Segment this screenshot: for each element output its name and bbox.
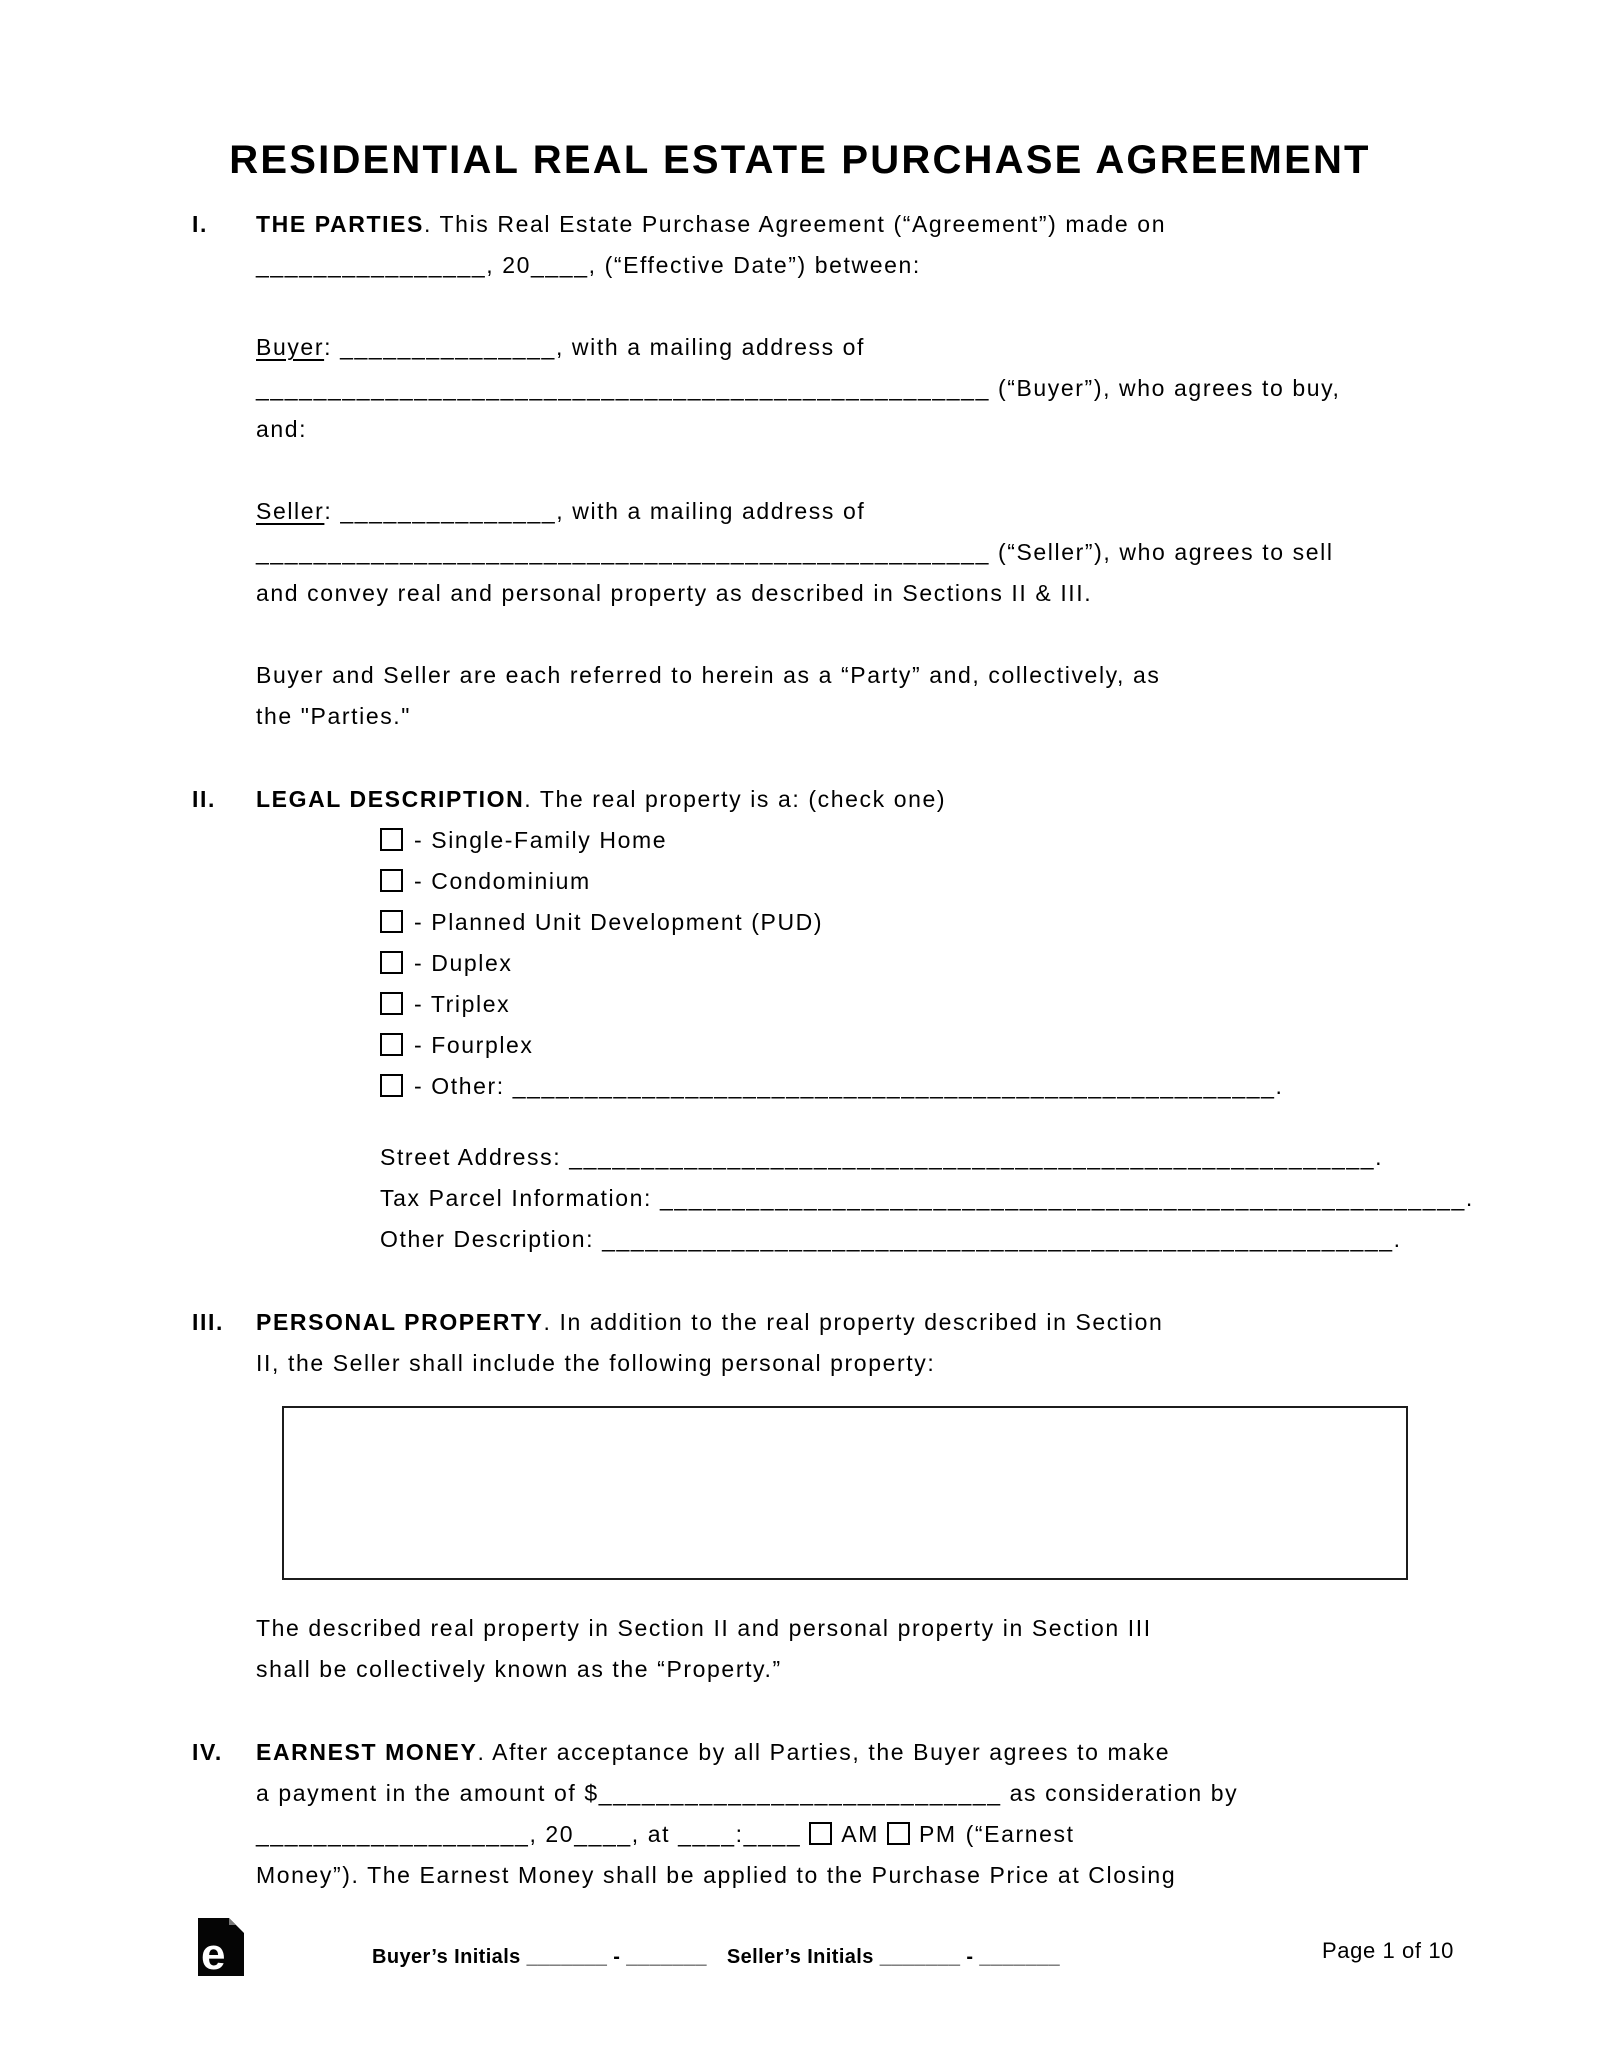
section-2-intro-line — [256, 779, 1412, 820]
section-1-intro-text: . This Real Estate Purchase Agreement (“Agreement”) made on — [423, 211, 1167, 237]
street-address-line: Street Address: ________________________________________________________. — [380, 1144, 1384, 1170]
triplex-checkbox[interactable] — [380, 992, 403, 1015]
single-family-home-label: - Single-Family Home — [414, 827, 668, 853]
seller-address-blank-line: ___________________________________________________ (“Seller”), who agrees to sell — [256, 539, 1334, 565]
buyer-line-1 — [256, 327, 1412, 368]
spacer — [256, 614, 1412, 655]
am-checkbox[interactable] — [809, 1822, 832, 1845]
section-3-body — [256, 1302, 1412, 1690]
other-description-line: Other Description: _______________________________________________________. — [380, 1226, 1402, 1252]
section-2-intro-text: . The real property is a: (check one) — [524, 786, 947, 812]
section-3-intro-text: . In addition to the real property described in Section — [543, 1309, 1164, 1335]
tax-parcel-line: Tax Parcel Information: ________________________________________________________. — [380, 1185, 1474, 1211]
logo-fold-corner — [229, 1918, 244, 1933]
earnest-date-blanks: ___________________, 20____, at ____:____ — [256, 1821, 802, 1847]
other-checkbox[interactable] — [380, 1074, 403, 1097]
checkbox-row-single-family-home — [380, 820, 1412, 861]
earnest-amount-line: a payment in the amount of $____________________________ as consideration by — [256, 1780, 1239, 1806]
property-definition-line-2: shall be collectively known as the “Property.” — [256, 1656, 782, 1682]
section-3-intro-line-2: II, the Seller shall include the following personal property: — [256, 1350, 936, 1376]
page-number: Page 1 of 10 — [1322, 1938, 1454, 1963]
property-definition-line-1: The described real property in Section II and personal property in Section III — [256, 1615, 1152, 1641]
checkbox-row-other — [380, 1066, 1412, 1107]
checkbox-row-duplex — [380, 943, 1412, 984]
logo-letter: e — [201, 1930, 226, 1979]
seller-name-blank: : _______________, with a mailing address of — [324, 498, 866, 524]
parties-line-1: Buyer and Seller are each referred to herein as a “Party” and, collectively, as — [256, 662, 1161, 688]
pm-label: PM — [918, 1821, 957, 1847]
seller-label: Seller — [256, 498, 325, 524]
section-3-intro-line-1 — [256, 1302, 1412, 1343]
seller-line-1 — [256, 491, 1412, 532]
earnest-closing-line: Money”). The Earnest Money shall be applied to the Purchase Price at Closing — [256, 1862, 1177, 1888]
section-2-numeral: II. — [192, 786, 216, 812]
pud-label: - Planned Unit Development (PUD) — [414, 909, 824, 935]
personal-property-input[interactable] — [282, 1406, 1408, 1580]
buyer-address-blank-line: ___________________________________________________ (“Buyer”), who agrees to buy, — [256, 375, 1341, 401]
section-2-heading: LEGAL DESCRIPTION — [256, 786, 525, 812]
pm-checkbox[interactable] — [887, 1822, 910, 1845]
spacer — [256, 450, 1412, 491]
single-family-home-checkbox[interactable] — [380, 828, 403, 851]
section-4-body — [256, 1732, 1412, 1896]
buyer-name-blank: : _______________, with a mailing address of — [324, 334, 866, 360]
section-1-body — [256, 204, 1412, 737]
section-2-body — [256, 779, 1474, 1260]
seller-line-3: and convey real and personal property as described in Sections II & III. — [256, 580, 1093, 606]
eforms-logo-icon — [198, 1918, 244, 1979]
condominium-checkbox[interactable] — [380, 869, 403, 892]
buyers-initials: Buyer’s Initials _______ - _______ — [372, 1946, 707, 1968]
spacer — [256, 286, 1412, 327]
triplex-label: - Triplex — [414, 991, 511, 1017]
duplex-label: - Duplex — [414, 950, 513, 976]
section-personal-property — [192, 1302, 1412, 1690]
am-label: AM — [841, 1821, 879, 1847]
other-label: - Other: _____________________________________________________. — [414, 1073, 1284, 1099]
section-4-intro-line-1 — [256, 1732, 1412, 1773]
section-4-numeral: IV. — [192, 1739, 223, 1765]
section-1-numeral: I. — [192, 211, 208, 237]
parties-line-2: the "Parties." — [256, 703, 412, 729]
section-1-intro-line-1 — [256, 204, 1412, 245]
section-4-heading: EARNEST MONEY — [256, 1739, 478, 1765]
section-legal-description — [192, 779, 1474, 1260]
sellers-initials: Seller’s Initials _______ - _______ — [726, 1946, 1061, 1968]
duplex-checkbox[interactable] — [380, 951, 403, 974]
earnest-line-3-end: (“Earnest — [965, 1821, 1075, 1847]
earnest-date-line — [256, 1814, 1412, 1855]
buyer-label: Buyer — [256, 334, 325, 360]
section-4-intro-text: . After acceptance by all Parties, the Buyer agrees to make — [477, 1739, 1171, 1765]
section-the-parties — [192, 204, 1412, 737]
condominium-label: - Condominium — [414, 868, 591, 894]
pud-checkbox[interactable] — [380, 910, 403, 933]
section-earnest-money — [192, 1732, 1412, 1896]
address-block — [256, 1137, 1474, 1260]
footer-initials — [372, 1946, 1060, 1969]
page-title: RESIDENTIAL REAL ESTATE PURCHASE AGREEMENT — [229, 138, 1371, 182]
checkbox-row-pud — [380, 902, 1412, 943]
fourplex-checkbox[interactable] — [380, 1033, 403, 1056]
effective-date-blank-line: ________________, 20____, (“Effective Date”) between: — [256, 252, 921, 278]
buyer-line-3: and: — [256, 416, 308, 442]
document-content — [192, 204, 1474, 1896]
checkbox-row-fourplex — [380, 1025, 1412, 1066]
section-3-numeral: III. — [192, 1309, 224, 1335]
section-3-heading: PERSONAL PROPERTY — [256, 1309, 544, 1335]
section-1-heading: THE PARTIES — [256, 211, 424, 237]
checkbox-row-condominium — [380, 861, 1412, 902]
checkbox-row-triplex — [380, 984, 1412, 1025]
property-definition — [256, 1608, 1412, 1690]
fourplex-label: - Fourplex — [414, 1032, 534, 1058]
